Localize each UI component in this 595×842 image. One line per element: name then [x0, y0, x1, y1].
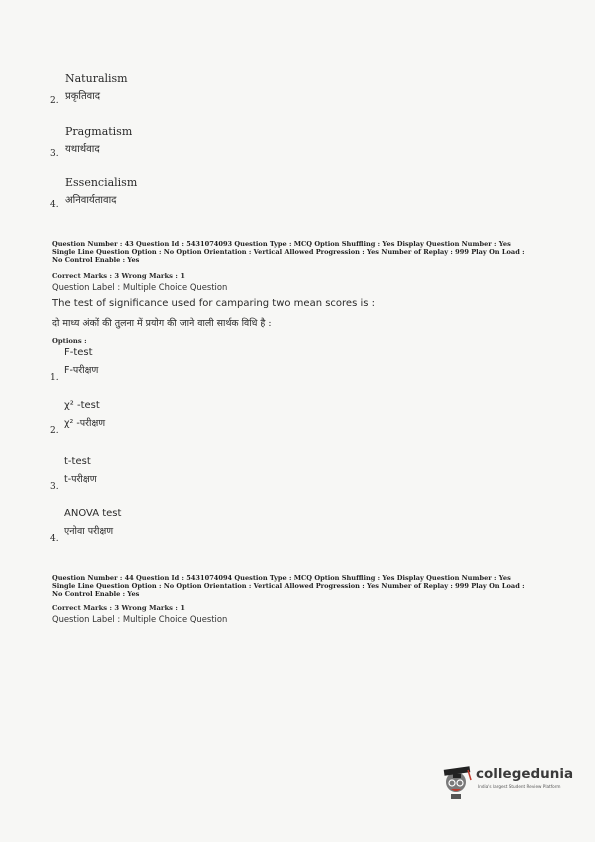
- q43-question-text-en: The test of significance used for camparing two mean scores is :: [52, 298, 376, 309]
- option-number: 3.: [50, 149, 59, 159]
- option-text-hi: एनोवा परीक्षण: [64, 526, 114, 537]
- q43-metadata: [52, 240, 552, 264]
- q43-question-text-hi: दो माध्य अंकों की तुलना में प्रयोग की जाने वाली सार्थक विधि है :: [52, 318, 272, 329]
- meta-line: Single Line Question Option : No Option Orientation : Vertical Allowed Progression : Yes Number of Replay : 999 Play On Load :: [52, 248, 525, 256]
- option-text-en: χ² -test: [64, 400, 100, 411]
- option-text-en: t-test: [64, 456, 91, 467]
- option-number: 4.: [50, 534, 59, 544]
- option-number: 3.: [50, 482, 59, 492]
- q44-metadata: [52, 574, 552, 598]
- option-text-hi: t-परीक्षण: [64, 474, 97, 485]
- graduate-cap-logo-icon: [440, 762, 474, 802]
- option-text-hi: χ² -परीक्षण: [64, 418, 106, 429]
- q44-question-label: Question Label : Multiple Choice Question: [52, 614, 228, 624]
- collegedunia-logo: [440, 762, 575, 802]
- q44-marks: Correct Marks : 3 Wrong Marks : 1: [52, 604, 185, 612]
- logo-name: collegedunia: [476, 766, 574, 782]
- logo-tagline: India's largest Student Review Platform: [478, 784, 561, 789]
- meta-line: Question Number : 44 Question Id : 5431074094 Question Type : MCQ Option Shuffling : Yes Display Question Number : Yes: [52, 574, 511, 582]
- meta-line: Single Line Question Option : No Option Orientation : Vertical Allowed Progression : Yes Number of Replay : 999 Play On Load :: [52, 582, 525, 590]
- q43-marks: Correct Marks : 3 Wrong Marks : 1: [52, 272, 185, 280]
- option-text-hi: यथार्थवाद: [65, 144, 100, 155]
- option-number: 1.: [50, 373, 59, 383]
- meta-line: No Control Enable : Yes: [52, 256, 140, 264]
- q43-options-heading: Options :: [52, 337, 87, 345]
- option-text-en: Naturalism: [65, 72, 128, 85]
- option-text-hi: प्रकृतिवाद: [65, 91, 101, 102]
- meta-line: No Control Enable : Yes: [52, 590, 140, 598]
- option-text-hi: F-परीक्षण: [64, 365, 99, 376]
- option-number: 2.: [50, 96, 59, 106]
- option-number: 4.: [50, 200, 59, 210]
- option-text-en: Pragmatism: [65, 125, 133, 138]
- option-text-en: ANOVA test: [64, 508, 122, 519]
- option-text-en: Essencialism: [65, 176, 138, 189]
- meta-line: Question Number : 43 Question Id : 5431074093 Question Type : MCQ Option Shuffling : Yes Display Question Number : Yes: [52, 240, 511, 248]
- option-text-hi: अनिवार्यतावाद: [65, 195, 117, 206]
- q43-question-label: Question Label : Multiple Choice Question: [52, 282, 228, 292]
- option-number: 2.: [50, 426, 59, 436]
- option-text-en: F-test: [64, 347, 93, 358]
